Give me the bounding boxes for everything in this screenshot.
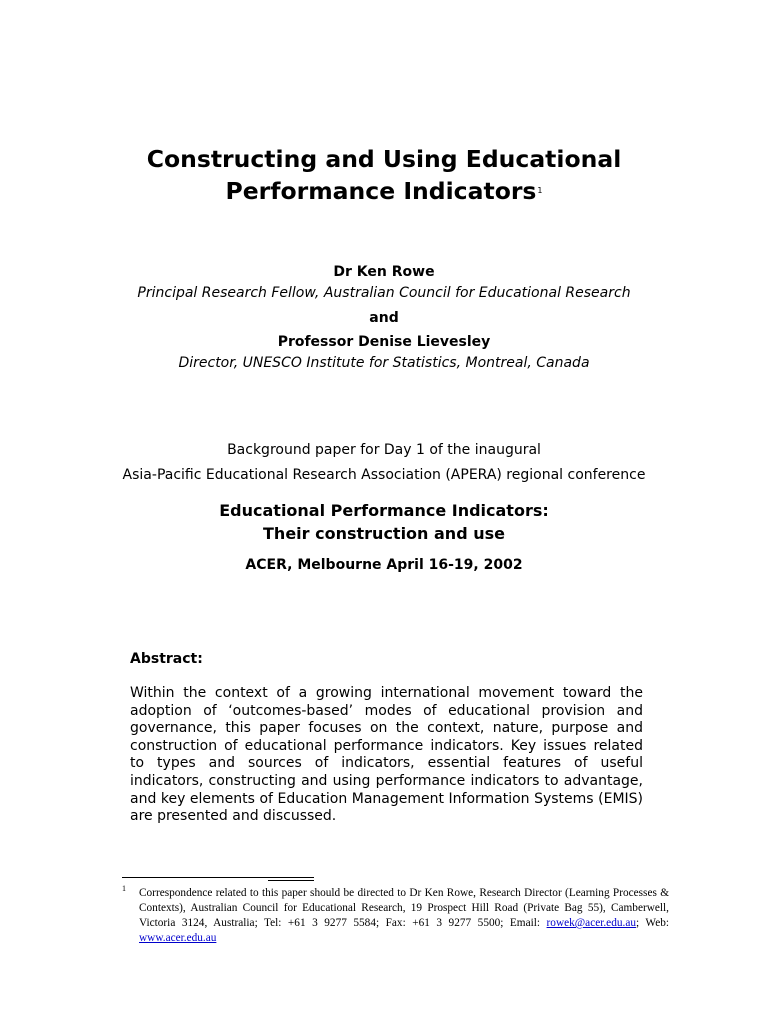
footnote-mark: 1 xyxy=(122,884,126,893)
footnote-separator xyxy=(122,877,314,878)
title-footnote-ref[interactable]: 1 xyxy=(537,186,543,195)
footnote-body: Correspondence related to this paper should be directed to Dr Ken Rowe, Research Director (Learning Processes & Contexts), Australian Council for Educational Research, 19 Prospect Hill Road (Private Bag 55), Camberwell, Victoria 3124, Australia; Tel: +61 3 9277 5584; Fax: +61 3 9277 5500; Email: xyxy=(139,887,669,929)
conference-title xyxy=(0,499,768,545)
conference-place-date: ACER, Melbourne April 16-19, 2002 xyxy=(245,557,523,573)
title-line-2 xyxy=(0,175,768,207)
conference-title-line-2: Their construction and use xyxy=(263,524,505,543)
conference-title-line-1: Educational Performance Indicators: xyxy=(219,501,549,520)
footnote-text xyxy=(139,886,669,946)
title-line-1: Constructing and Using Educational xyxy=(146,145,622,173)
author-2-name: Professor Denise Lievesley xyxy=(277,334,491,350)
author-2-affiliation: Director, UNESCO Institute for Statistics, Montreal, Canada xyxy=(178,355,590,371)
background-line-1: Background paper for Day 1 of the inaugural xyxy=(227,442,541,458)
email-link[interactable]: rowek@acer.edu.au xyxy=(546,917,636,929)
author-1-name: Dr Ken Rowe xyxy=(333,264,435,280)
title-line-2-text: Performance Indicators xyxy=(225,177,537,205)
footnote-separator-underline xyxy=(268,880,314,881)
background-line-2: Asia-Pacific Educational Research Association (APERA) regional conference xyxy=(122,467,646,483)
abstract-heading: Abstract: xyxy=(130,651,203,667)
paper-title xyxy=(0,144,768,207)
authors-conjunction: and xyxy=(369,310,399,326)
author-1-affiliation: Principal Research Fellow, Australian Council for Educational Research xyxy=(137,285,631,301)
web-link[interactable]: www.acer.edu.au xyxy=(139,932,217,944)
web-label: ; Web: xyxy=(635,917,669,929)
abstract-body: Within the context of a growing international movement toward the adoption of ‘outcomes-based’ modes of educational provision and governance, this paper focuses on the context, nature, purpose and construction of educational performance indicators. Key issues related to types and sources of indicators, essential features of useful indicators, constructing and using performance indicators to advantage, and key elements of Education Management Information Systems (EMIS) are presented and discussed. xyxy=(130,685,643,825)
